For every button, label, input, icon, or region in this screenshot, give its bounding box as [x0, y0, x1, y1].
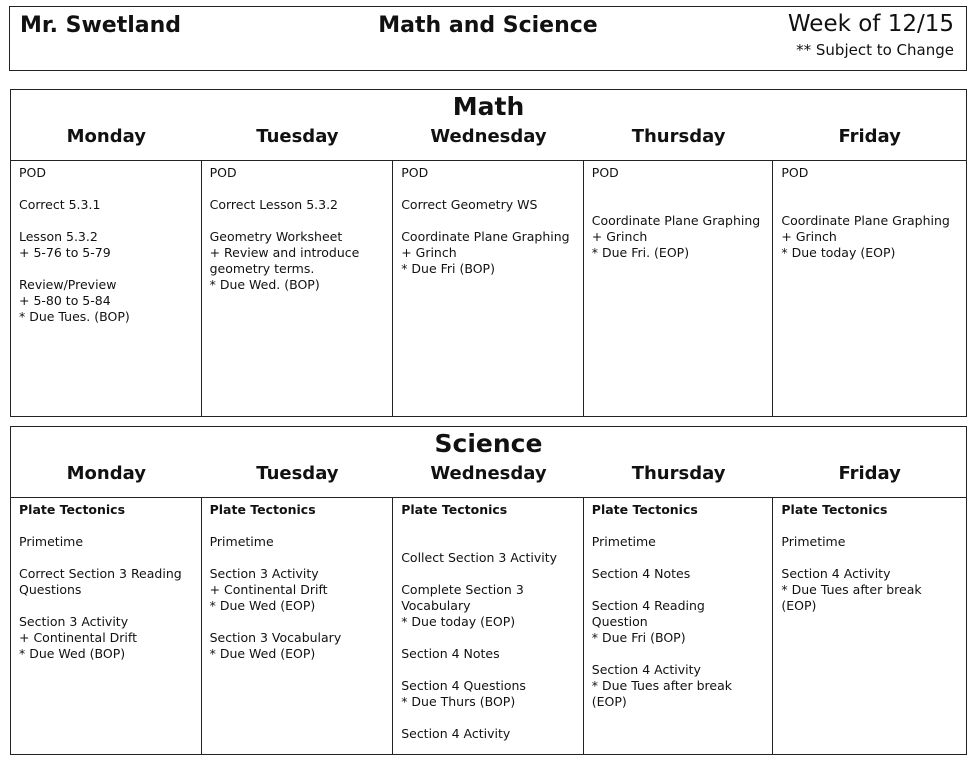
science-tuesday-cell [202, 498, 394, 754]
blank-line [401, 518, 575, 534]
cell-line: Section 4 Questions [401, 678, 526, 693]
cell-line: + 5-76 to 5-79 [19, 245, 111, 260]
blank-line [401, 662, 575, 678]
cell-line: * Due Fri (BOP) [401, 261, 495, 276]
math-day-tuesday: Tuesday [256, 126, 339, 147]
science-day-monday: Monday [66, 463, 146, 484]
cell-line: Collect Section 3 Activity [401, 550, 558, 565]
cell-line: * Due today (EOP) [781, 245, 896, 260]
blank-line [401, 566, 575, 582]
cell-line: Primetime [209, 534, 274, 549]
blank-line [592, 646, 765, 662]
math-day-headers [11, 126, 966, 156]
cell-line: Section 4 Activity [591, 662, 701, 677]
blank-line [401, 534, 575, 550]
cell-line: Section 4 Reading Question [591, 598, 709, 629]
math-day-monday: Monday [66, 126, 146, 147]
cell-line: * Due Fri (BOP) [591, 630, 686, 645]
blank-line [592, 582, 765, 598]
cell-line: + Continental Drift [209, 582, 328, 597]
cell-line: (EOP) [591, 694, 627, 709]
science-columns [11, 497, 966, 754]
blank-line [592, 181, 765, 197]
cell-line: * Due Wed (EOP) [209, 598, 316, 613]
science-day-friday: Friday [838, 463, 901, 484]
week-label: Week of 12/15 [787, 11, 954, 37]
science-wednesday-cell [393, 498, 584, 754]
cell-line: (EOP) [781, 598, 817, 613]
math-tuesday-cell [202, 161, 394, 416]
cell-line: Review/Preview [19, 277, 117, 292]
cell-line: Primetime [19, 534, 84, 549]
cell-line: POD [19, 165, 47, 180]
science-title: Science [434, 429, 543, 458]
blank-line [210, 550, 385, 566]
blank-line [210, 518, 385, 534]
cell-line: POD [591, 165, 619, 180]
cell-line: Primetime [781, 534, 846, 549]
cell-line: Coordinate Plane Graphing [591, 213, 761, 228]
cell-line: Questions [19, 582, 82, 597]
cell-line: * Due Thurs (BOP) [401, 694, 516, 709]
teacher-name: Mr. Swetland [20, 13, 182, 38]
blank-line [781, 550, 958, 566]
cell-line: Plate Tectonics [401, 502, 508, 517]
blank-line [19, 550, 193, 566]
blank-line [401, 181, 575, 197]
math-day-thursday: Thursday [631, 126, 726, 147]
cell-line: * Due Wed (EOP) [209, 646, 316, 661]
blank-line [592, 550, 765, 566]
cell-line: POD [781, 165, 809, 180]
science-section [10, 426, 967, 755]
cell-line: Correct Lesson 5.3.2 [209, 197, 338, 212]
science-day-tuesday: Tuesday [256, 463, 339, 484]
cell-line: * Due Tues after break [781, 582, 922, 597]
cell-line: Correct Geometry WS [401, 197, 538, 212]
cell-line: Geometry Worksheet [209, 229, 343, 244]
cell-line: Plate Tectonics [19, 502, 126, 517]
cell-line: + Continental Drift [19, 630, 137, 645]
blank-line [19, 598, 193, 614]
blank-line [401, 710, 575, 726]
cell-line: * Due Wed (BOP) [19, 646, 126, 661]
math-wednesday-cell [393, 161, 584, 416]
blank-line [19, 261, 193, 277]
cell-line: Correct 5.3.1 [19, 197, 101, 212]
blank-line [210, 213, 385, 229]
cell-line: * Due Tues. (BOP) [19, 309, 130, 324]
cell-line: Section 4 Notes [591, 566, 691, 581]
cell-line: Vocabulary [401, 598, 471, 613]
cell-line: Primetime [591, 534, 656, 549]
blank-line [401, 213, 575, 229]
science-day-wednesday: Wednesday [430, 463, 547, 484]
cell-line: Plate Tectonics [209, 502, 316, 517]
cell-line: * Due today (EOP) [401, 614, 516, 629]
science-monday-cell [11, 498, 202, 754]
cell-line: Complete Section 3 [401, 582, 524, 597]
cell-line: geometry terms. [209, 261, 315, 276]
cell-line: POD [401, 165, 429, 180]
header [9, 6, 967, 71]
cell-line: * Due Tues after break [591, 678, 732, 693]
cell-line: * Due Wed. (BOP) [209, 277, 320, 292]
cell-line: + Review and introduce [209, 245, 360, 260]
cell-line: Section 3 Vocabulary [209, 630, 342, 645]
cell-line: + Grinch [591, 229, 648, 244]
science-thursday-cell [584, 498, 774, 754]
course-title: Math and Science [378, 13, 598, 38]
blank-line [19, 518, 193, 534]
cell-line: Coordinate Plane Graphing [401, 229, 570, 244]
math-title: Math [452, 92, 525, 121]
blank-line [210, 614, 385, 630]
math-section [10, 89, 967, 417]
blank-line [781, 518, 958, 534]
cell-line: Section 3 Activity [209, 566, 319, 581]
blank-line [19, 181, 193, 197]
cell-line: POD [209, 165, 237, 180]
blank-line [592, 518, 765, 534]
blank-line [210, 181, 385, 197]
subject-to-change-note: ** Subject to Change [796, 41, 954, 59]
cell-line: Section 4 Activity [401, 726, 511, 741]
math-friday-cell [773, 161, 966, 416]
math-thursday-cell [584, 161, 774, 416]
blank-line [19, 213, 193, 229]
math-columns [11, 160, 966, 416]
cell-line: Coordinate Plane Graphing [781, 213, 950, 228]
science-day-headers [11, 463, 966, 493]
math-monday-cell [11, 161, 202, 416]
science-day-thursday: Thursday [631, 463, 726, 484]
science-friday-cell [773, 498, 966, 754]
cell-line: Section 3 Activity [19, 614, 129, 629]
cell-line: * Due Fri. (EOP) [591, 245, 690, 260]
cell-line: Plate Tectonics [591, 502, 698, 517]
blank-line [401, 630, 575, 646]
cell-line: + Grinch [401, 245, 457, 260]
cell-line: + Grinch [781, 229, 837, 244]
blank-line [592, 197, 765, 213]
blank-line [781, 181, 958, 197]
cell-line: Correct Section 3 Reading [19, 566, 182, 581]
math-day-wednesday: Wednesday [430, 126, 547, 147]
cell-line: + 5-80 to 5-84 [19, 293, 111, 308]
math-day-friday: Friday [838, 126, 901, 147]
cell-line: Section 4 Notes [401, 646, 500, 661]
blank-line [781, 197, 958, 213]
cell-line: Plate Tectonics [781, 502, 888, 517]
cell-line: Lesson 5.3.2 [19, 229, 98, 244]
cell-line: Section 4 Activity [781, 566, 891, 581]
